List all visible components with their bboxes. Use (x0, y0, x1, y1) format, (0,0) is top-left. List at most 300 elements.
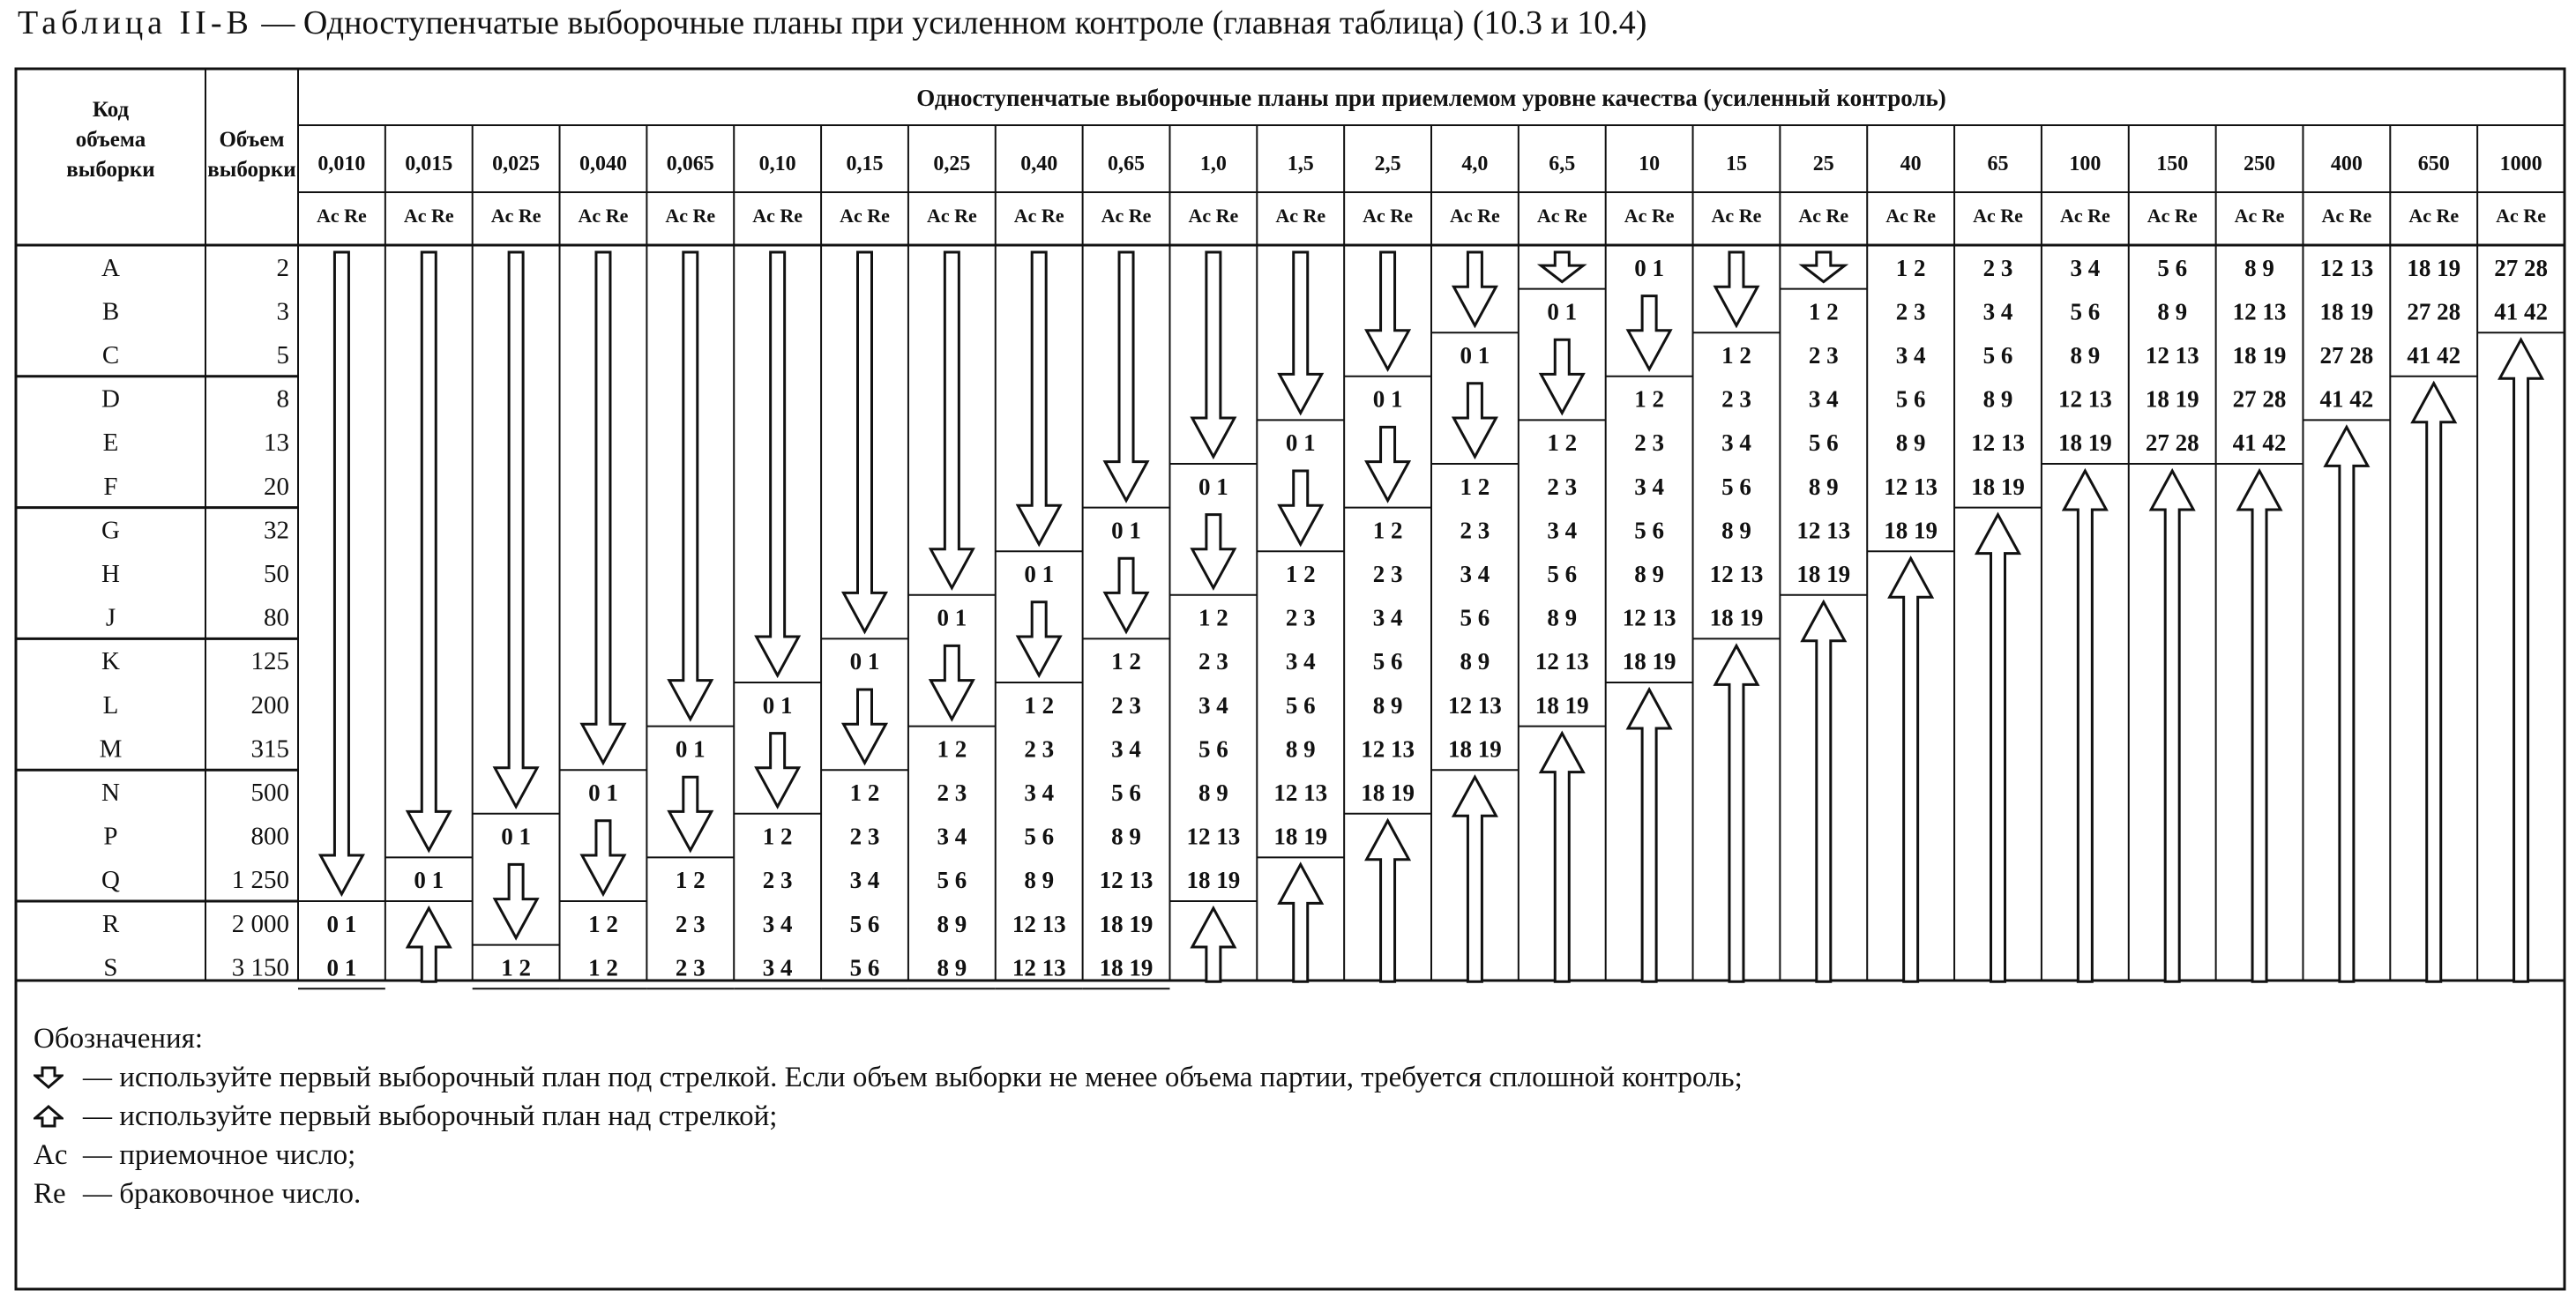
plan-value: 8 9 (1895, 429, 1926, 457)
plan-value: 18 19 (1099, 954, 1154, 981)
aql-level-label: 2,5 (1374, 153, 1401, 175)
sample-size: 2 (276, 253, 289, 282)
plan-value: 1 2 (1895, 254, 1926, 281)
plan-value: 3 4 (1634, 473, 1664, 500)
code-letter: J (105, 603, 116, 632)
legend-up-item (34, 1097, 1743, 1136)
plan-value: 3 4 (1460, 561, 1490, 587)
plan-value: 18 19 (1448, 735, 1502, 763)
ac-re-label: Ac Re (2408, 205, 2460, 227)
arrow-up-icon (1453, 777, 1496, 981)
plan-value: 12 13 (2319, 254, 2374, 281)
ac-re-label: Ac Re (752, 205, 803, 227)
plan-value: 5 6 (1808, 429, 1839, 457)
plan-value: 41 42 (2494, 298, 2548, 325)
plan-value: 12 13 (1884, 473, 1938, 500)
plan-value: 18 19 (1884, 517, 1938, 544)
arrow-down-icon (34, 1066, 83, 1089)
arrow-down-icon (1018, 602, 1060, 675)
arrow-up-icon (2413, 384, 2455, 981)
aql-level-label: 1000 (2499, 153, 2542, 175)
plan-value: 12 13 (2232, 298, 2287, 325)
sample-size: 3 150 (231, 953, 289, 982)
plan-value: 3 4 (849, 867, 880, 894)
aql-level-label: 0,010 (317, 153, 366, 175)
ac-re-label: Ac Re (1188, 205, 1239, 227)
plan-value: 1 2 (675, 867, 706, 894)
plan-value: 3 4 (1024, 779, 1055, 806)
legend-down-item (34, 1058, 1743, 1097)
ac-re-label: Ac Re (2321, 205, 2372, 227)
plan-value: 1 2 (501, 954, 531, 981)
ac-re-label: Ac Re (2234, 205, 2285, 227)
arrow-down-icon (669, 777, 712, 850)
plan-value: 3 4 (1808, 385, 1839, 413)
plan-value: 0 1 (1634, 254, 1664, 281)
plan-value: 8 9 (937, 954, 967, 981)
plan-value: 2 3 (1198, 648, 1228, 675)
sample-size: 315 (250, 735, 289, 764)
aql-level-label: 40 (1900, 153, 1922, 175)
code-header-label: объема (75, 128, 146, 152)
code-letter: E (102, 429, 119, 458)
aql-header-label: Одноступенчатые выборочные планы при приемлемом уровне качества (усиленный контроль) (916, 85, 1946, 111)
plan-value: 12 13 (2057, 385, 2112, 413)
aql-level-label: 0,065 (666, 153, 714, 175)
legend-re-text: — браковочное число. (83, 1178, 362, 1210)
code-letter: Q (101, 866, 120, 895)
sample-size: 20 (264, 472, 289, 501)
code-letter: G (101, 516, 120, 545)
ac-re-label: Ac Re (1711, 205, 1762, 227)
ac-re-label: Ac Re (1798, 205, 1849, 227)
legend-heading: Обозначения: (34, 1023, 204, 1055)
arrow-up-icon (1977, 515, 2020, 982)
arrow-up-icon (1715, 645, 1758, 981)
aql-level-label: 6,5 (1549, 153, 1576, 175)
plan-value: 12 13 (1534, 648, 1589, 675)
plan-value: 2 3 (675, 910, 706, 937)
plan-value: 0 1 (1460, 342, 1490, 369)
plan-value: 12 13 (1448, 691, 1502, 719)
plan-value: 5 6 (1460, 604, 1490, 631)
ac-re-label: Ac Re (665, 205, 716, 227)
arrow-down-icon (1367, 252, 1409, 369)
plan-value: 27 28 (2407, 298, 2461, 325)
plan-value: 18 19 (1099, 910, 1154, 937)
plan-value: 5 6 (849, 910, 880, 937)
aql-level-label: 100 (2069, 153, 2102, 175)
plan-value: 12 13 (2145, 342, 2199, 369)
sample-size: 2 000 (231, 909, 289, 938)
code-letter: F (103, 472, 118, 501)
plan-value: 27 28 (2232, 385, 2287, 413)
plan-value: 5 6 (937, 867, 967, 894)
arrow-down-icon (669, 252, 712, 720)
arrow-up-icon (407, 908, 450, 981)
aql-level-label: 0,015 (405, 153, 453, 175)
aql-level-label: 0,25 (933, 153, 971, 175)
sample-size: 32 (264, 516, 289, 545)
ac-re-label: Ac Re (1275, 205, 1326, 227)
plan-value: 5 6 (1111, 779, 1141, 806)
plan-value: 41 42 (2232, 429, 2287, 457)
plan-value: 8 9 (1198, 779, 1228, 806)
ac-re-label: Ac Re (1450, 205, 1500, 227)
ac-re-label: Ac Re (840, 205, 890, 227)
plan-value: 27 28 (2145, 429, 2199, 457)
plan-value: 8 9 (1372, 691, 1403, 719)
plan-value: 12 13 (1361, 735, 1415, 763)
arrow-up-icon (2064, 471, 2106, 981)
arrow-up-icon (1367, 821, 1409, 981)
arrow-down-icon (1715, 252, 1758, 325)
arrow-down-icon (1541, 252, 1583, 282)
plan-value: 2 3 (1111, 691, 1141, 719)
plan-value: 12 13 (1709, 561, 1764, 587)
plan-value: 12 13 (1012, 910, 1066, 937)
arrow-down-icon (757, 252, 799, 675)
plan-value: 5 6 (2157, 254, 2188, 281)
plan-value: 2 3 (1721, 385, 1751, 413)
arrow-down-icon (1192, 515, 1235, 588)
plan-value: 2 3 (1895, 298, 1926, 325)
ac-re-label: Ac Re (578, 205, 629, 227)
arrow-down-icon (1367, 427, 1409, 500)
plan-value: 8 9 (1634, 561, 1664, 587)
aql-level-label: 250 (2244, 153, 2276, 175)
ac-re-label: Ac Re (1624, 205, 1675, 227)
ac-re-label: Ac Re (926, 205, 977, 227)
arrow-down-icon (844, 690, 886, 763)
sample-size: 50 (264, 560, 289, 588)
arrow-up-icon (2326, 427, 2368, 981)
arrow-up-icon (1890, 558, 1932, 981)
arrow-down-icon (1541, 339, 1583, 413)
plan-value: 3 4 (1372, 604, 1403, 631)
ac-re-label: Ac Re (1536, 205, 1587, 227)
ac-re-label: Ac Re (2059, 205, 2110, 227)
ac-re-label: Ac Re (1363, 205, 1413, 227)
arrow-down-icon (930, 252, 973, 588)
arrow-up-icon (1192, 908, 1235, 981)
plan-value: 0 1 (1372, 385, 1403, 413)
plan-value: 5 6 (2070, 298, 2101, 325)
plan-value: 3 4 (937, 823, 967, 850)
plan-value: 18 19 (1796, 561, 1851, 587)
plan-value: 3 4 (1547, 517, 1578, 544)
plan-value: 8 9 (1982, 385, 2013, 413)
plan-value: 5 6 (1982, 342, 2013, 369)
code-letter: S (103, 953, 118, 982)
plan-value: 8 9 (1024, 867, 1055, 894)
plan-value: 3 4 (762, 954, 793, 981)
plan-value: 5 6 (1198, 735, 1228, 763)
plan-value: 1 2 (1634, 385, 1664, 413)
ac-re-label: Ac Re (317, 205, 367, 227)
plan-value: 2 3 (1285, 604, 1316, 631)
plan-value: 8 9 (1111, 823, 1141, 850)
plan-value: 3 4 (1982, 298, 2013, 325)
plan-value: 8 9 (1721, 517, 1751, 544)
plan-value: 12 13 (1012, 954, 1066, 981)
plan-value: 0 1 (1285, 429, 1316, 457)
plan-value: 2 3 (1547, 473, 1578, 500)
arrow-down-icon (407, 252, 450, 850)
sample-size: 1 250 (231, 866, 289, 895)
plan-value: 3 4 (1198, 691, 1228, 719)
arrow-down-icon (1280, 471, 1322, 544)
plan-value: 12 13 (1186, 823, 1241, 850)
plan-value: 3 4 (1111, 735, 1141, 763)
plan-value: 27 28 (2494, 254, 2548, 281)
plan-value: 18 19 (1186, 867, 1241, 894)
plan-value: 5 6 (1285, 691, 1316, 719)
plan-value: 5 6 (1895, 385, 1926, 413)
plan-value: 1 2 (1024, 691, 1055, 719)
plan-value: 8 9 (2070, 342, 2101, 369)
sample-size: 800 (250, 822, 289, 851)
ac-re-label: Ac Re (1013, 205, 1064, 227)
plan-value: 8 9 (1460, 648, 1490, 675)
plan-value: 0 1 (762, 691, 793, 719)
plan-value: 8 9 (1547, 604, 1578, 631)
plan-value: 2 3 (937, 779, 967, 806)
plan-value: 2 3 (1024, 735, 1055, 763)
plan-value: 3 4 (1895, 342, 1926, 369)
aql-level-label: 150 (2156, 153, 2189, 175)
arrow-down-icon (1280, 252, 1322, 413)
arrow-down-icon (757, 734, 799, 807)
ac-re-label: Ac Re (403, 205, 454, 227)
ac-re-label: Ac Re (2147, 205, 2198, 227)
code-letter: L (102, 690, 119, 720)
code-letter: N (101, 779, 120, 807)
arrow-down-icon (582, 821, 624, 894)
sample-size: 125 (250, 647, 289, 676)
aql-level-label: 0,40 (1020, 153, 1058, 175)
plan-value: 2 3 (675, 954, 706, 981)
plan-value: 5 6 (1721, 473, 1751, 500)
plan-value: 12 13 (1273, 779, 1328, 806)
plan-value: 18 19 (2057, 429, 2112, 457)
aql-level-label: 650 (2417, 153, 2450, 175)
arrow-down-icon (495, 864, 537, 937)
plan-value: 1 2 (1460, 473, 1490, 500)
plan-value: 5 6 (849, 954, 880, 981)
arrow-down-icon (1192, 252, 1235, 457)
plan-value: 1 2 (1111, 648, 1141, 675)
code-letter: K (101, 647, 120, 676)
plan-value: 2 3 (1372, 561, 1403, 587)
arrow-down-icon (495, 252, 537, 807)
plan-value: 1 2 (1547, 429, 1578, 457)
plan-value: 1 2 (937, 735, 967, 763)
plan-value: 41 42 (2319, 385, 2374, 413)
arrow-up-icon (2151, 471, 2193, 981)
plan-value: 1 2 (1721, 342, 1751, 369)
code-letter: M (99, 735, 123, 764)
plan-value: 1 2 (588, 910, 618, 937)
legend-ac-abbr: Ac (34, 1139, 68, 1171)
aql-level-label: 0,10 (758, 153, 796, 175)
plan-value: 12 13 (1099, 867, 1154, 894)
arrow-down-icon (1453, 384, 1496, 457)
plan-value: 2 3 (849, 823, 880, 850)
arrow-down-icon (844, 252, 886, 631)
arrow-down-icon (1628, 296, 1670, 369)
arrow-down-icon (1803, 252, 1845, 282)
plan-value: 1 2 (849, 779, 880, 806)
plan-value: 18 19 (2319, 298, 2374, 325)
plan-value: 8 9 (2157, 298, 2188, 325)
plan-value: 0 1 (588, 779, 618, 806)
plan-value: 2 3 (762, 867, 793, 894)
legend (34, 1019, 1743, 1213)
aql-level-label: 0,040 (579, 153, 627, 175)
arrow-down-icon (1105, 252, 1147, 501)
plan-value: 27 28 (2319, 342, 2374, 369)
plan-value: 0 1 (1111, 517, 1141, 544)
code-header-label: Код (92, 98, 130, 122)
plan-value: 1 2 (1808, 298, 1839, 325)
legend-up-text: — используйте первый выборочный план над стрелкой; (83, 1100, 778, 1132)
legend-re-item (34, 1174, 1743, 1213)
code-letter: B (101, 297, 120, 326)
plan-value: 1 2 (762, 823, 793, 850)
code-header-label: выборки (66, 158, 155, 182)
code-letter: H (101, 560, 120, 588)
arrow-down-icon (582, 252, 624, 763)
table-caption: — Одноступенчатые выборочные планы при усиленном контроле (главная таблица) (10.3 и 10.4) (252, 4, 1647, 41)
ac-re-label: Ac Re (1885, 205, 1937, 227)
arrow-down-icon (1453, 252, 1496, 325)
arrow-down-icon (320, 252, 362, 894)
code-letter: C (101, 341, 120, 369)
plan-value: 3 4 (762, 910, 793, 937)
plan-value: 3 4 (1721, 429, 1751, 457)
legend-ac-item (34, 1136, 1743, 1174)
plan-value: 5 6 (1547, 561, 1578, 587)
plan-value: 2 3 (1808, 342, 1839, 369)
plan-value: 0 1 (675, 735, 706, 763)
sample-size: 8 (276, 384, 289, 414)
plan-value: 8 9 (1285, 735, 1316, 763)
legend-re-abbr: Re (34, 1178, 66, 1210)
sample-size: 80 (264, 603, 289, 632)
arrow-up-icon (1541, 734, 1583, 982)
plan-value: 8 9 (1808, 473, 1839, 500)
ac-re-label: Ac Re (490, 205, 541, 227)
plan-value: 1 2 (1198, 604, 1228, 631)
plan-value: 18 19 (1709, 604, 1764, 631)
plan-value: 0 1 (414, 867, 444, 894)
aql-level-label: 400 (2330, 153, 2363, 175)
plan-value: 2 3 (1634, 429, 1664, 457)
arrow-up-icon (2238, 471, 2281, 981)
aql-level-label: 1,0 (1199, 153, 1227, 175)
plan-value: 12 13 (1971, 429, 2025, 457)
plan-value: 18 19 (2232, 342, 2287, 369)
plan-value: 5 6 (1024, 823, 1055, 850)
plan-value: 18 19 (1971, 473, 2025, 500)
plan-value: 0 1 (326, 910, 357, 937)
code-letter: R (101, 909, 120, 938)
plan-value: 2 3 (1460, 517, 1490, 544)
plan-value: 1 2 (588, 954, 618, 981)
plan-value: 18 19 (1534, 691, 1589, 719)
plan-value: 0 1 (1547, 298, 1578, 325)
plan-value: 41 42 (2407, 342, 2461, 369)
ac-re-label: Ac Re (1973, 205, 2023, 227)
plan-value: 0 1 (1024, 561, 1055, 587)
aql-level-label: 1,5 (1287, 153, 1314, 175)
aql-level-label: 10 (1639, 153, 1661, 175)
size-header-label: выборки (207, 158, 296, 182)
plan-value: 12 13 (1622, 604, 1676, 631)
plan-value: 0 1 (1198, 473, 1228, 500)
aql-level-label: 0,15 (846, 153, 884, 175)
aql-level-label: 0,025 (492, 153, 541, 175)
ac-re-label: Ac Re (1101, 205, 1152, 227)
sample-size: 13 (264, 429, 289, 458)
plan-value: 18 19 (1622, 648, 1676, 675)
plan-value: 5 6 (1372, 648, 1403, 675)
plan-value: 0 1 (501, 823, 531, 850)
code-letter: P (103, 822, 118, 851)
plan-value: 5 6 (1634, 517, 1664, 544)
plan-value: 0 1 (326, 954, 357, 981)
arrow-up-icon (34, 1105, 83, 1128)
plan-value: 8 9 (2244, 254, 2274, 281)
aql-level-label: 4,0 (1461, 153, 1489, 175)
sample-size: 3 (276, 297, 289, 326)
plan-value: 3 4 (2070, 254, 2101, 281)
aql-level-label: 15 (1725, 153, 1747, 175)
plan-value: 2 3 (1982, 254, 2013, 281)
sample-size: 500 (250, 779, 289, 807)
plan-value: 8 9 (937, 910, 967, 937)
arrow-down-icon (1018, 252, 1060, 544)
arrow-up-icon (2500, 339, 2542, 981)
sample-size: 5 (276, 341, 289, 369)
arrow-up-icon (1280, 864, 1322, 981)
aql-level-label: 0,65 (1108, 153, 1146, 175)
legend-down-text: — используйте первый выборочный план под стрелкой. Если объем выборки не менее объема партии, требуется сплошной контроль; (83, 1062, 1743, 1093)
arrow-up-icon (1803, 602, 1845, 981)
sample-size: 200 (250, 690, 289, 720)
ac-re-label: Ac Re (2496, 205, 2546, 227)
plan-value: 18 19 (2407, 254, 2461, 281)
code-letter: D (101, 384, 120, 414)
plan-value: 0 1 (937, 604, 967, 631)
plan-value: 0 1 (849, 648, 880, 675)
plan-value: 1 2 (1285, 561, 1316, 587)
table-number: Таблица II-В (18, 4, 253, 41)
size-header-label: Объем (219, 128, 285, 152)
legend-ac-text: — приемочное число; (83, 1139, 356, 1171)
code-letter: A (101, 253, 120, 282)
plan-value: 18 19 (2145, 385, 2199, 413)
plan-value: 18 19 (1361, 779, 1415, 806)
plan-value: 1 2 (1372, 517, 1403, 544)
aql-level-label: 65 (1987, 153, 2009, 175)
aql-level-label: 25 (1812, 153, 1834, 175)
arrow-down-icon (930, 645, 973, 719)
plan-value: 3 4 (1285, 648, 1316, 675)
arrow-down-icon (1105, 558, 1147, 631)
plan-value: 12 13 (1796, 517, 1851, 544)
